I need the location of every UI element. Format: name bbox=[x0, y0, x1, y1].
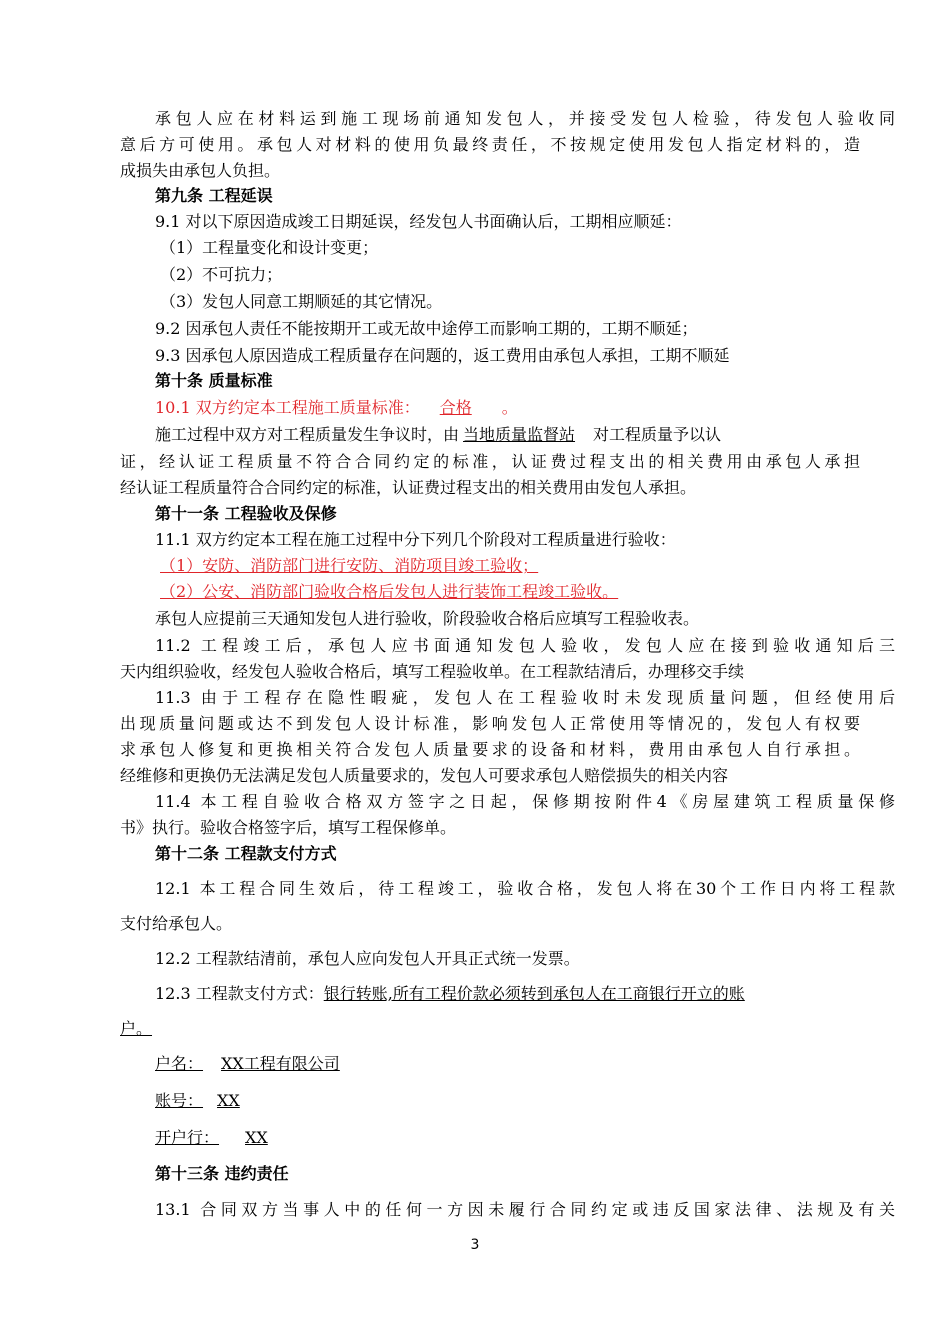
article12-title: 第十二条 工程款支付方式 bbox=[155, 844, 337, 863]
article10-title: 第十条 质量标准 bbox=[155, 371, 273, 390]
article11-title: 第十一条 工程验收及保修 bbox=[155, 504, 337, 523]
article11-clause3-line1: 11.3 由于工程存在隐性暇疵，发包人在工程验收时未发现质量问题，但经使用后 bbox=[155, 688, 895, 707]
dispute-text: 施工过程中双方对工程质量发生争议时，由 bbox=[155, 425, 460, 444]
article11-item2-text: （2）公安、消防部门验收合格后发包人进行装饰工程竣工验收。 bbox=[160, 582, 619, 601]
article11-clause2-line2: 天内组织验收，经发包人验收合格后，填写工程验收单。在工程款结清后，办理移交手续 bbox=[120, 662, 745, 681]
page-number: 3 bbox=[470, 1237, 480, 1253]
article10-clause1 bbox=[155, 397, 895, 419]
account-name-row bbox=[155, 1053, 895, 1075]
payment-method-value: 银行转账,所有工程价款必须转到承包人在工商银行开立的账 bbox=[323, 984, 745, 1003]
payment-method-label: 12.3 工程款支付方式： bbox=[155, 984, 324, 1003]
quality-standard-label: 10.1 双方约定本工程施工质量标准： bbox=[155, 398, 420, 417]
article11-clause3-line4: 经维修和更换仍无法满足发包人质量要求的，发包人可要求承包人赔偿损失的相关内容 bbox=[120, 766, 729, 785]
article10-clause2-line1 bbox=[155, 424, 895, 446]
article12-clause3-line2 bbox=[120, 1018, 860, 1040]
account-number-value: XX bbox=[217, 1091, 240, 1110]
article9-clause3: 9.3 因承包人原因造成工程质量存在问题的，返工费用由承包人承担，工期不顺延 bbox=[155, 346, 730, 365]
account-name-label: 户名： bbox=[155, 1054, 204, 1073]
article11-item1 bbox=[160, 555, 900, 577]
article11-clause1: 11.1 双方约定本工程在施工过程中分下列几个阶段对工程质量进行验收： bbox=[155, 530, 676, 549]
payment-method-value-end: 户。 bbox=[120, 1019, 153, 1038]
article11-item1-text: （1）安防、消防部门进行安防、消防项目竣工验收； bbox=[160, 556, 539, 575]
quality-standard-value: 合格 bbox=[439, 398, 472, 417]
article13-clause1: 13.1 合同双方当事人中的任何一方因未履行合同约定或违反国家法律、法规及有关 bbox=[155, 1200, 895, 1219]
article11-clause3-line3: 求承包人修复和更换相关符合发包人质量要求的设备和材料，费用由承包人自行承担。 bbox=[120, 740, 860, 759]
article9-item1: （1）工程量变化和设计变更； bbox=[160, 238, 379, 257]
article11-item2 bbox=[160, 581, 900, 603]
article9-item2: （2）不可抗力； bbox=[160, 265, 283, 284]
article10-clause2-line3: 经认证工程质量符合合同约定的标准，认证费过程支出的相关费用由发包人承担。 bbox=[120, 478, 697, 497]
bank-value: XX bbox=[245, 1128, 268, 1147]
account-number-row bbox=[155, 1090, 895, 1112]
account-number-label: 账号： bbox=[155, 1091, 204, 1110]
bank-row bbox=[155, 1127, 895, 1149]
article11-clause2-line1: 11.2 工程竣工后，承包人应书面通知发包人验收，发包人应在接到验收通知后三 bbox=[155, 636, 895, 655]
article8-line1: 承包人应在材料运到施工现场前通知发包人，并接受发包人检验，待发包人验收同 bbox=[155, 109, 895, 128]
article11-clause4-line2: 书》执行。验收合格签字后，填写工程保修单。 bbox=[120, 818, 457, 837]
article10-clause2-line2: 证，经认证工程质量不符合合同约定的标准，认证费过程支出的相关费用由承包人承担 bbox=[120, 452, 860, 471]
article9-item3: （3）发包人同意工期顺延的其它情况。 bbox=[160, 292, 443, 311]
article13-title: 第十三条 违约责任 bbox=[155, 1164, 289, 1183]
article8-line2: 意后方可使用。承包人对材料的使用负最终责任，不按规定使用发包人指定材料的，造 bbox=[120, 135, 860, 154]
article11-clause1-note: 承包人应提前三天通知发包人进行验收，阶段验收合格后应填写工程验收表。 bbox=[155, 609, 700, 628]
dispute-text-end: 对工程质量予以认 bbox=[593, 425, 722, 444]
article12-clause1-line1: 12.1 本工程合同生效后，待工程竣工，验收合格，发包人将在30个工作日内将工程款 bbox=[155, 879, 895, 898]
article8-line3: 成损失由承包人负担。 bbox=[120, 161, 281, 180]
article11-clause4-line1: 11.4 本工程自验收合格双方签字之日起，保修期按附件4《房屋建筑工程质量保修 bbox=[155, 792, 895, 811]
bank-label: 开户行： bbox=[155, 1128, 220, 1147]
article12-clause1-line2: 支付给承包人。 bbox=[120, 914, 233, 933]
article11-clause3-line2: 出现质量问题或达不到发包人设计标准，影响发包人正常使用等情况的，发包人有权要 bbox=[120, 714, 860, 733]
article9-title: 第九条 工程延误 bbox=[155, 186, 273, 205]
quality-supervision-org: 当地质量监督站 bbox=[463, 425, 576, 444]
article12-clause3-line1 bbox=[155, 983, 895, 1005]
article12-clause2: 12.2 工程款结清前，承包人应向发包人开具正式统一发票。 bbox=[155, 949, 580, 968]
account-name-value: XX工程有限公司 bbox=[221, 1054, 340, 1073]
article9-clause1: 9.1 对以下原因造成竣工日期延误，经发包人书面确认后，工期相应顺延： bbox=[155, 212, 682, 231]
quality-standard-suffix: 。 bbox=[501, 398, 518, 417]
article9-clause2: 9.2 因承包人责任不能按期开工或无故中途停工而影响工期的，工期不顺延； bbox=[155, 319, 698, 338]
